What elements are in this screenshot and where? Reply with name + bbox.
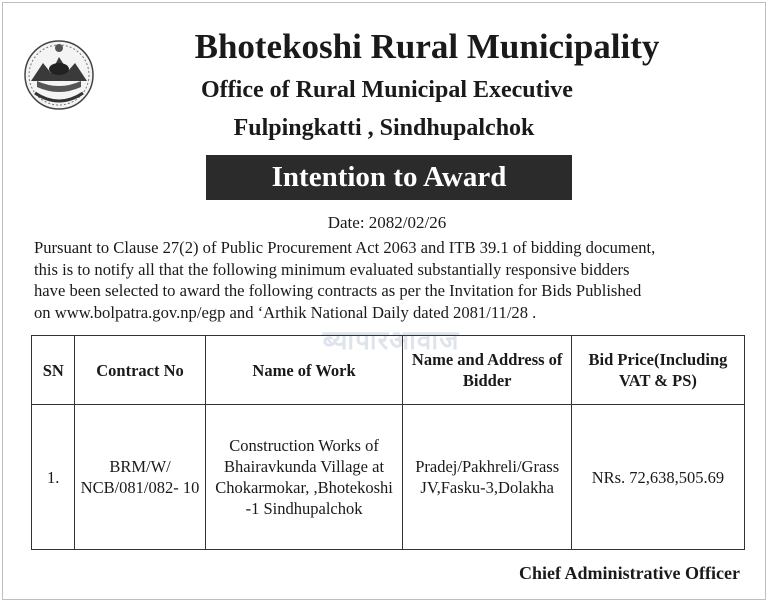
cell-bidder: Pradej/Pakhreli/Grass JV,Fasku-3,Dolakha (403, 405, 571, 550)
cell-name-of-work: Construction Works of Bhairavkunda Village at Chokarmokar, ,Bhotekoshi -1 Sindhupalchok (205, 405, 403, 550)
column-header-name-of-work: Name of Work (205, 336, 403, 405)
notice-body-line: have been selected to award the following contracts as per the Invitation for Bids Published (34, 281, 642, 300)
cell-bid-price: NRs. 72,638,505.69 (571, 405, 744, 550)
cell-contract-no: BRM/W/ NCB/081/082- 10 (75, 405, 205, 550)
notice-title-banner: Intention to Award (206, 155, 572, 200)
table-row (32, 405, 745, 550)
cell-sn: 1. (32, 405, 75, 550)
column-header-sn: SN (32, 336, 75, 405)
notice-body-line: Pursuant to Clause 27(2) of Public Procurement Act 2063 and ITB 39.1 of bidding document, (34, 238, 656, 257)
column-header-bidder: Name and Address of Bidder (403, 336, 571, 405)
notice-page (2, 2, 766, 600)
signatory-title: Chief Administrative Officer (519, 563, 740, 583)
notice-body (34, 237, 746, 323)
office-name: Office of Rural Municipal Executive (201, 77, 573, 103)
table-header-row (32, 336, 745, 405)
watermark: ब्यापारआवाज (322, 326, 460, 356)
column-header-contract-no: Contract No (75, 336, 205, 405)
column-header-bid-price: Bid Price(Including VAT & PS) (571, 336, 744, 405)
municipality-name: Bhotekoshi Rural Municipality (194, 27, 660, 66)
award-table (31, 335, 745, 550)
notice-body-line: on www.bolpatra.gov.np/egp and ‘Arthik National Daily dated 2081/11/28 . (34, 302, 537, 322)
office-location: Fulpingkatti , Sindhupalchok (233, 115, 535, 141)
notice-body-line: this is to notify all that the following minimum evaluated substantially responsive bidders (34, 259, 630, 279)
notice-date: Date: 2082/02/26 (327, 213, 447, 232)
